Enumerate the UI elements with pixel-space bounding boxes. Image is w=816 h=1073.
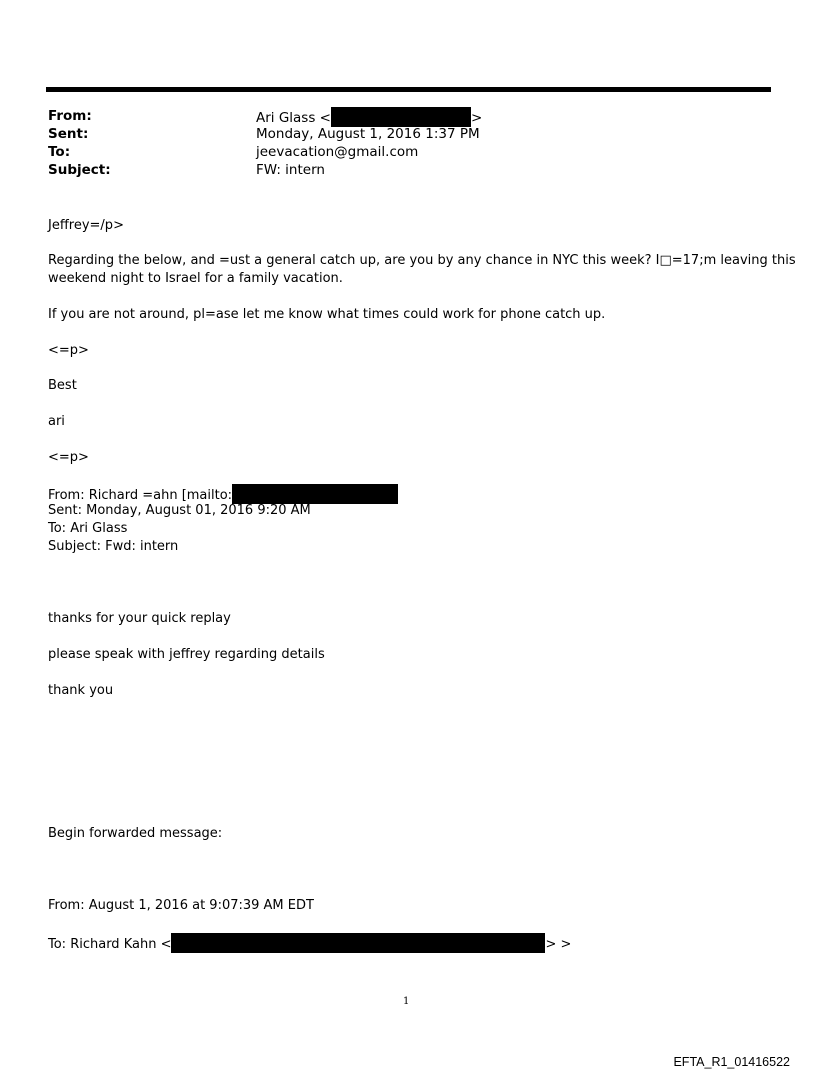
forwarded-from: From: August 1, 2016 at 9:07:39 AM EDT [48,898,314,913]
sent-label: Sent: [48,126,89,142]
forwarded-from: From: Richard =ahn [mailto: [48,484,398,504]
body-line: If you are not around, pl=ase let me know what times could work for phone catch up. [48,307,606,322]
subject-value: FW: intern [256,162,325,178]
signoff: Best [48,378,77,393]
body-spacer: <=p> [48,450,89,465]
to-value: jeevacation@gmail.com [256,144,419,160]
body-line: thank you [48,683,114,698]
redaction-box [171,933,545,953]
greeting: Jeffrey=/p> [48,218,124,233]
body-line: Regarding the below, and =ust a general catch up, are you by any chance in NYC this week? I□=17;m leaving this [48,253,796,268]
sent-value: Monday, August 1, 2016 1:37 PM [256,126,480,142]
body-line: thanks for your quick replay [48,611,231,626]
body-line: please speak with jeffrey regarding details [48,647,325,662]
forwarded-sent: Sent: Monday, August 01, 2016 9:20 AM [48,503,311,518]
forwarded-to: To: Ari Glass [48,521,128,536]
subject-label: Subject: [48,162,111,178]
header-rule [46,87,771,92]
signature-name: ari [48,414,65,429]
to-label: To: [48,144,71,160]
forwarded-to: To: Richard Kahn < > > [48,933,571,953]
page-number: 1 [403,996,410,1007]
forwarded-intro: Begin forwarded message: [48,826,223,841]
from-label: From: [48,108,92,124]
redaction-box [232,484,398,504]
body-spacer: <=p> [48,343,89,358]
forwarded-subject: Subject: Fwd: intern [48,539,179,554]
body-line: weekend night to Israel for a family vacation. [48,271,343,286]
document-id: EFTA_R1_01416522 [673,1055,790,1069]
redaction-box [331,107,471,127]
from-value: Ari Glass < > [256,107,482,127]
